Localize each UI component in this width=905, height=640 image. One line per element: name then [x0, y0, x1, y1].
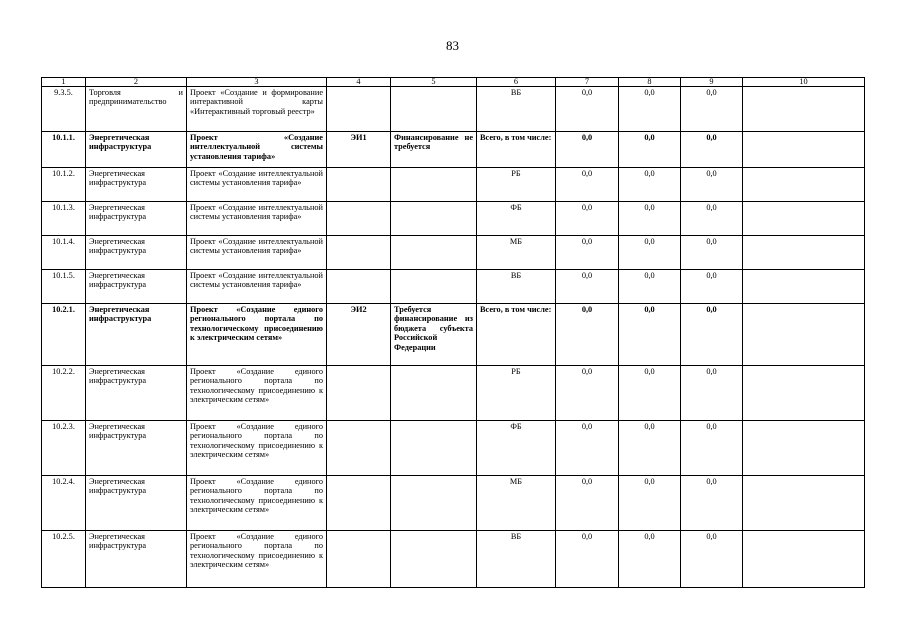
column-header: 8	[619, 78, 681, 87]
row-sector: Энергетическая инфраструктура	[86, 270, 187, 304]
row-value-3: 0,0	[681, 202, 743, 236]
row-financing	[391, 476, 477, 531]
row-value-3: 0,0	[681, 421, 743, 476]
row-value-2: 0,0	[619, 531, 681, 588]
row-indicator	[327, 531, 391, 588]
row-note	[743, 270, 865, 304]
row-value-3: 0,0	[681, 476, 743, 531]
row-financing	[391, 87, 477, 132]
row-note	[743, 421, 865, 476]
row-source: ВБ	[477, 87, 556, 132]
row-indicator	[327, 476, 391, 531]
row-indicator	[327, 421, 391, 476]
table-row	[42, 202, 865, 236]
row-project: Проект «Создание единого регионального портала по технологическому присоединению к электрическим сетям»	[187, 366, 327, 421]
column-header: 6	[477, 78, 556, 87]
row-sector: Энергетическая инфраструктура	[86, 531, 187, 588]
column-header: 7	[556, 78, 619, 87]
row-source: РБ	[477, 366, 556, 421]
row-project: Проект «Создание интеллектуальной системы установления тарифа»	[187, 132, 327, 168]
table-row	[42, 236, 865, 270]
row-value-2: 0,0	[619, 476, 681, 531]
row-value-1: 0,0	[556, 366, 619, 421]
row-note	[743, 304, 865, 366]
row-sector: Энергетическая инфраструктура	[86, 236, 187, 270]
row-value-1: 0,0	[556, 304, 619, 366]
row-financing: Требуется финансирование из бюджета субъекта Российской Федерации	[391, 304, 477, 366]
row-code: 10.1.3.	[42, 202, 86, 236]
row-value-1: 0,0	[556, 270, 619, 304]
row-code: 10.2.2.	[42, 366, 86, 421]
column-header: 1	[42, 78, 86, 87]
row-value-3: 0,0	[681, 87, 743, 132]
row-value-2: 0,0	[619, 87, 681, 132]
row-value-1: 0,0	[556, 132, 619, 168]
table-row	[42, 421, 865, 476]
table-row	[42, 132, 865, 168]
row-sector: Энергетическая инфраструктура	[86, 421, 187, 476]
row-note	[743, 168, 865, 202]
column-header: 5	[391, 78, 477, 87]
row-value-1: 0,0	[556, 202, 619, 236]
row-value-3: 0,0	[681, 236, 743, 270]
row-value-2: 0,0	[619, 132, 681, 168]
row-value-3: 0,0	[681, 304, 743, 366]
row-project: Проект «Создание интеллектуальной системы установления тарифа»	[187, 202, 327, 236]
row-sector: Энергетическая инфраструктура	[86, 168, 187, 202]
row-sector: Энергетическая инфраструктура	[86, 476, 187, 531]
row-source: ВБ	[477, 270, 556, 304]
row-sector: Энергетическая инфраструктура	[86, 366, 187, 421]
row-value-1: 0,0	[556, 531, 619, 588]
row-project: Проект «Создание единого регионального портала по технологическому присоединению к электрическим сетям»	[187, 531, 327, 588]
row-value-2: 0,0	[619, 366, 681, 421]
row-project: Проект «Создание и формирование интерактивной карты «Интерактивный торговый реестр»	[187, 87, 327, 132]
row-code: 10.1.5.	[42, 270, 86, 304]
row-note	[743, 202, 865, 236]
column-header: 10	[743, 78, 865, 87]
row-note	[743, 236, 865, 270]
table-row	[42, 270, 865, 304]
row-indicator	[327, 236, 391, 270]
row-value-1: 0,0	[556, 87, 619, 132]
row-financing	[391, 421, 477, 476]
row-code: 10.2.3.	[42, 421, 86, 476]
row-sector: Торговля и предпринимательство	[86, 87, 187, 132]
row-value-2: 0,0	[619, 168, 681, 202]
row-indicator	[327, 366, 391, 421]
row-indicator: ЭИ1	[327, 132, 391, 168]
row-indicator: ЭИ2	[327, 304, 391, 366]
table-row	[42, 168, 865, 202]
table-row	[42, 366, 865, 421]
table-row	[42, 87, 865, 132]
row-note	[743, 87, 865, 132]
row-financing: Финансирование не требуется	[391, 132, 477, 168]
row-source: МБ	[477, 476, 556, 531]
column-header: 3	[187, 78, 327, 87]
row-value-1: 0,0	[556, 168, 619, 202]
row-project: Проект «Создание интеллектуальной системы установления тарифа»	[187, 270, 327, 304]
row-sector: Энергетическая инфраструктура	[86, 132, 187, 168]
row-financing	[391, 531, 477, 588]
row-financing	[391, 236, 477, 270]
program-table	[41, 77, 865, 588]
row-source: ФБ	[477, 421, 556, 476]
row-code: 10.2.1.	[42, 304, 86, 366]
column-header: 9	[681, 78, 743, 87]
row-value-2: 0,0	[619, 304, 681, 366]
row-sector: Энергетическая инфраструктура	[86, 202, 187, 236]
row-code: 10.2.5.	[42, 531, 86, 588]
row-value-1: 0,0	[556, 476, 619, 531]
row-value-2: 0,0	[619, 270, 681, 304]
table-row	[42, 476, 865, 531]
row-value-2: 0,0	[619, 236, 681, 270]
row-source: ВБ	[477, 531, 556, 588]
row-value-1: 0,0	[556, 236, 619, 270]
row-code: 9.3.5.	[42, 87, 86, 132]
row-financing	[391, 168, 477, 202]
table-row	[42, 531, 865, 588]
table-row	[42, 304, 865, 366]
row-project: Проект «Создание интеллектуальной системы установления тарифа»	[187, 168, 327, 202]
row-code: 10.1.2.	[42, 168, 86, 202]
row-indicator	[327, 168, 391, 202]
row-value-3: 0,0	[681, 531, 743, 588]
row-code: 10.1.4.	[42, 236, 86, 270]
row-financing	[391, 366, 477, 421]
row-project: Проект «Создание единого регионального портала по технологическому присоединению к электрическим сетям»	[187, 304, 327, 366]
row-value-2: 0,0	[619, 421, 681, 476]
row-project: Проект «Создание единого регионального портала по технологическому присоединению к электрическим сетям»	[187, 421, 327, 476]
row-indicator	[327, 270, 391, 304]
row-code: 10.2.4.	[42, 476, 86, 531]
row-note	[743, 531, 865, 588]
row-source: МБ	[477, 236, 556, 270]
row-financing	[391, 202, 477, 236]
row-financing	[391, 270, 477, 304]
row-value-3: 0,0	[681, 270, 743, 304]
row-source: Всего, в том числе:	[477, 132, 556, 168]
row-value-1: 0,0	[556, 421, 619, 476]
row-sector: Энергетическая инфраструктура	[86, 304, 187, 366]
row-value-2: 0,0	[619, 202, 681, 236]
row-value-3: 0,0	[681, 366, 743, 421]
column-header: 2	[86, 78, 187, 87]
row-value-3: 0,0	[681, 132, 743, 168]
row-note	[743, 366, 865, 421]
row-source: РБ	[477, 168, 556, 202]
row-note	[743, 476, 865, 531]
header-row	[42, 78, 865, 87]
row-code: 10.1.1.	[42, 132, 86, 168]
row-indicator	[327, 202, 391, 236]
row-source: Всего, в том числе:	[477, 304, 556, 366]
row-note	[743, 132, 865, 168]
row-value-3: 0,0	[681, 168, 743, 202]
page-number: 83	[446, 38, 459, 53]
row-project: Проект «Создание единого регионального портала по технологическому присоединению к электрическим сетям»	[187, 476, 327, 531]
column-header: 4	[327, 78, 391, 87]
row-indicator	[327, 87, 391, 132]
row-project: Проект «Создание интеллектуальной системы установления тарифа»	[187, 236, 327, 270]
row-source: ФБ	[477, 202, 556, 236]
